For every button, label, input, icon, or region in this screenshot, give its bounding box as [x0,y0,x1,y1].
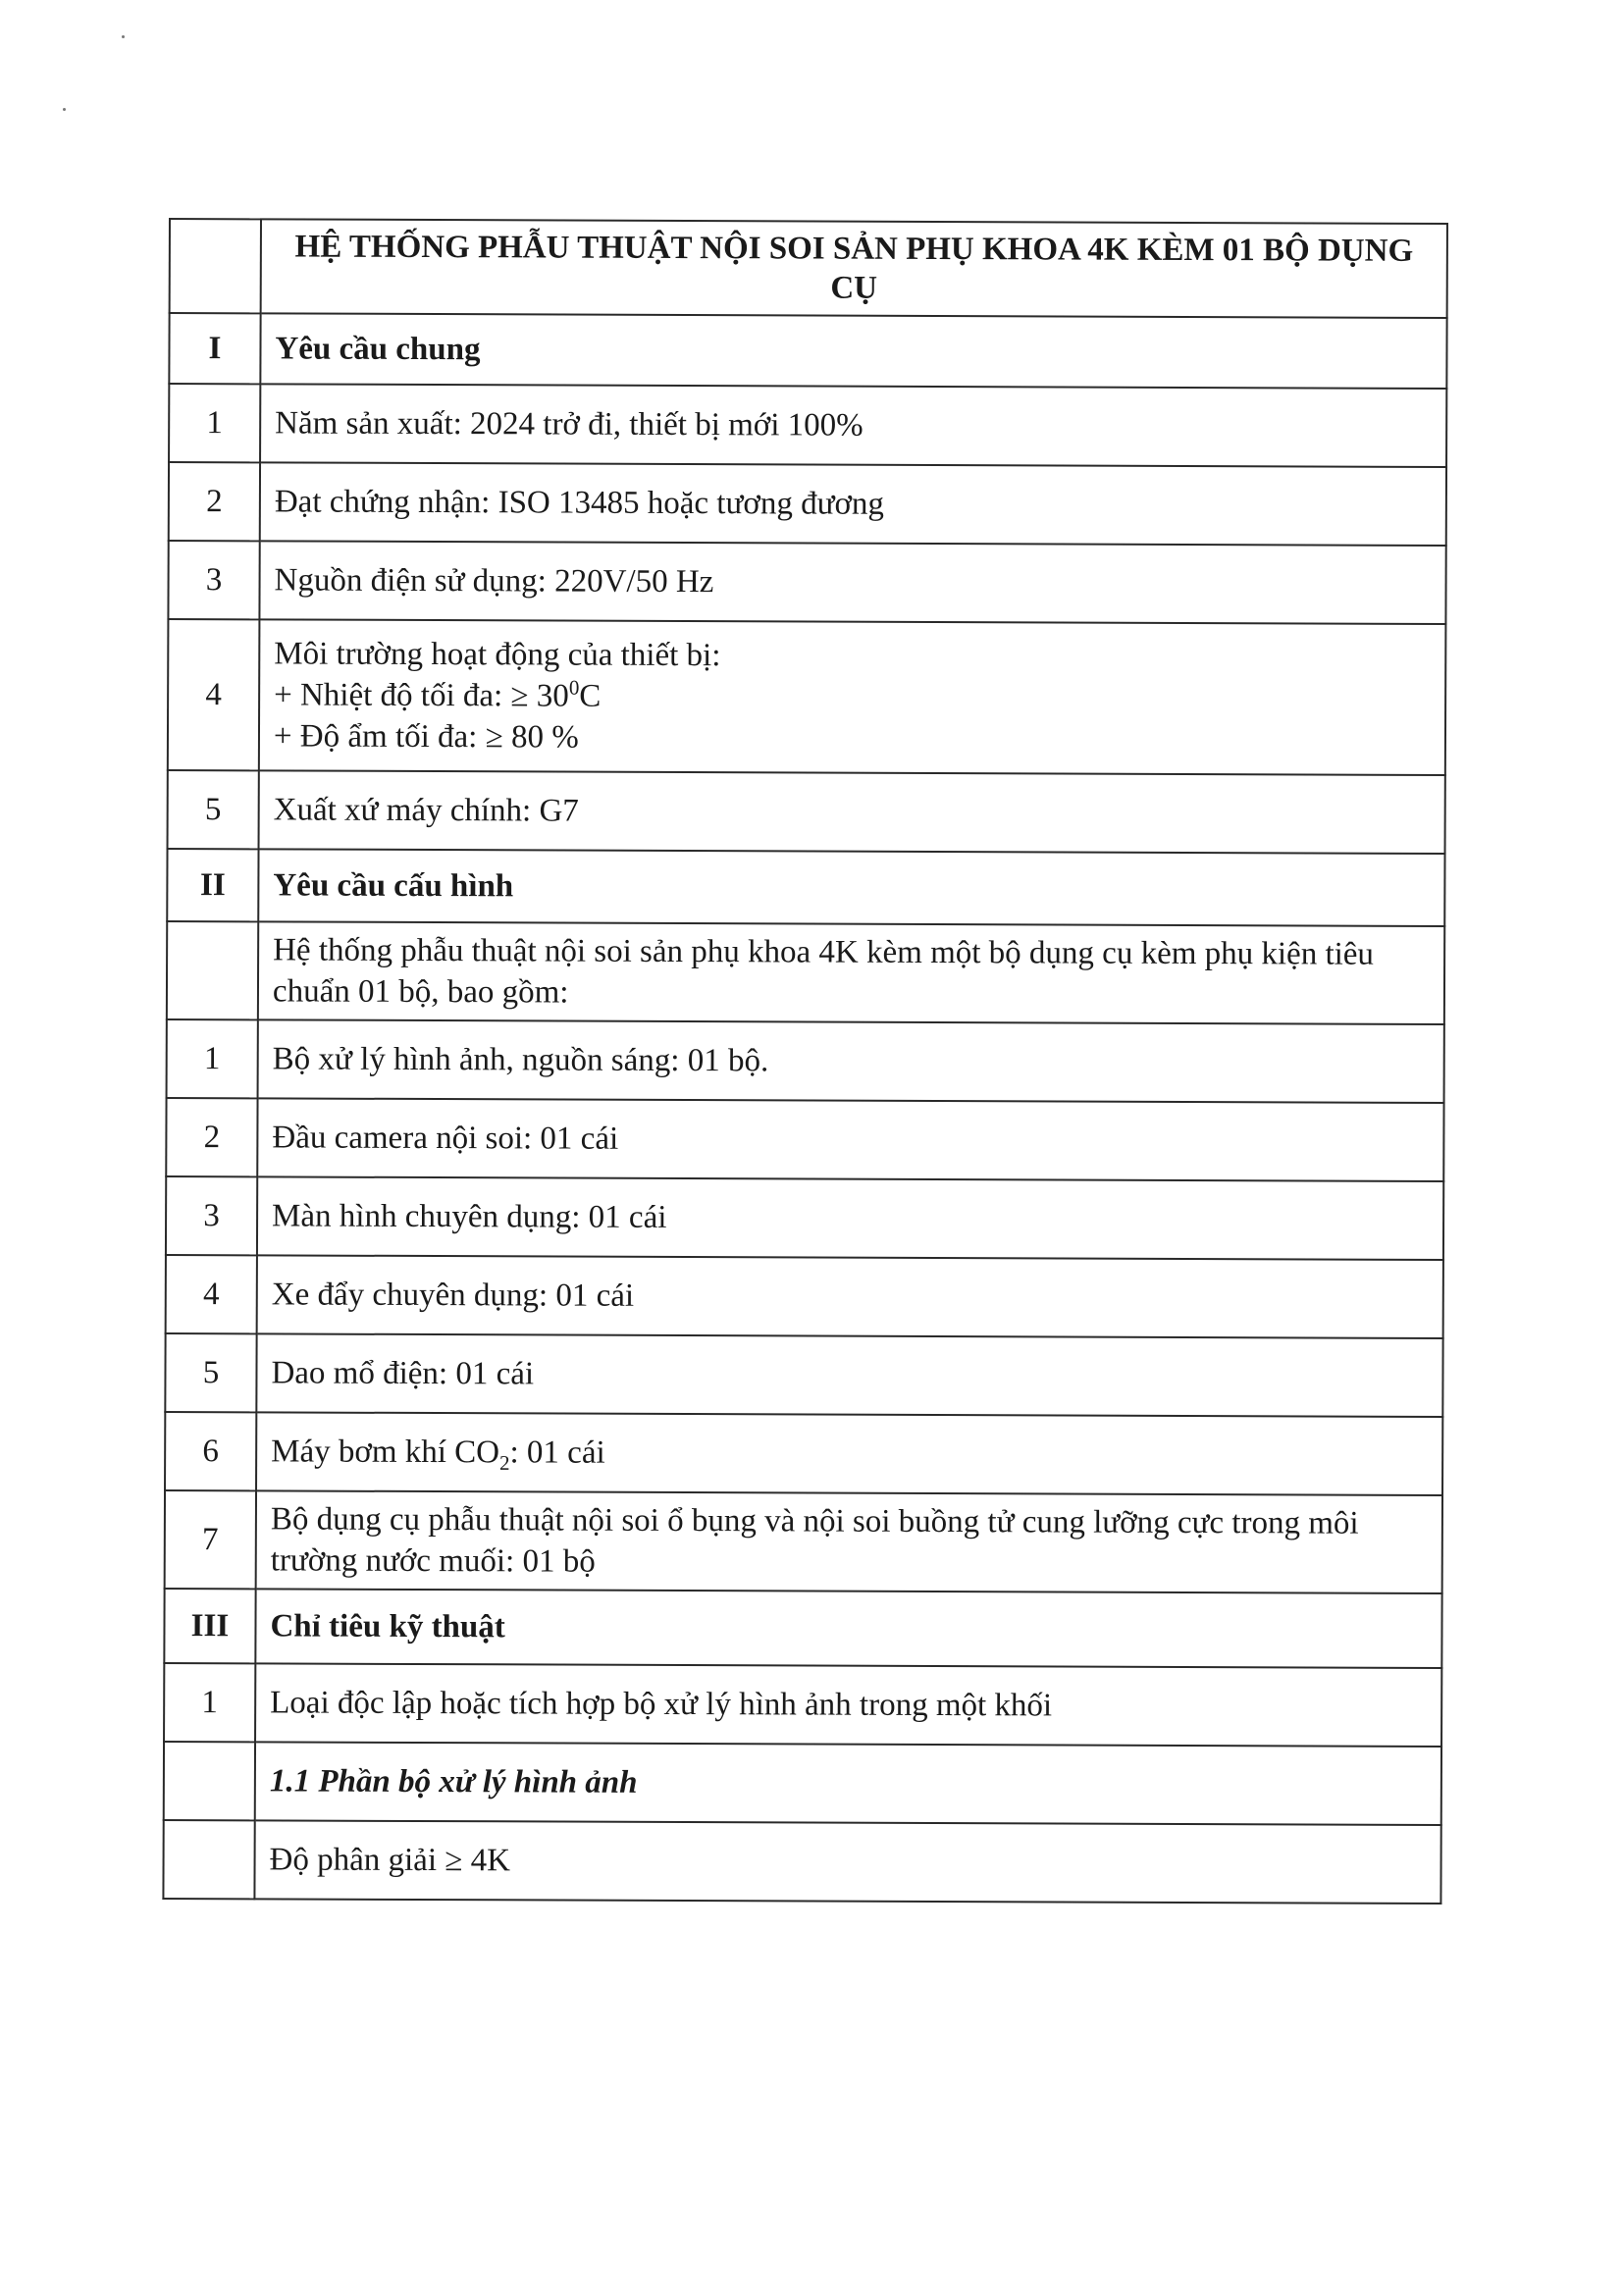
section-row [167,849,1444,926]
item-number [164,1742,255,1820]
table-title: HỆ THỐNG PHẪU THUẬT NỘI SOI SẢN PHỤ KHOA 4K KÈM 01 BỘ DỤNG CỤ [261,219,1447,318]
item-text [259,619,1446,775]
section-heading: Yêu cầu cấu hình [258,849,1444,926]
item-number: 1 [164,1663,255,1742]
section-row [169,313,1446,389]
item-number: 1 [169,384,260,462]
section-number: III [164,1589,255,1663]
item-text: Loại độc lập hoặc tích hợp bộ xử lý hình ảnh trong một khối [255,1663,1441,1747]
table-row [166,1098,1443,1181]
item-text: Xe đẩy chuyên dụng: 01 cái [257,1255,1443,1338]
item-text [256,1412,1442,1495]
section-intro: Hệ thống phẫu thuật nội soi sản phụ khoa 4K kèm một bộ dụng cụ kèm phụ kiện tiêu chuẩn 01 bộ, bao gồm: [258,921,1444,1024]
item-text: Độ phân giải ≥ 4K [254,1820,1440,1904]
scan-speck [122,35,125,38]
item-number: 5 [168,770,259,849]
item-number: 6 [165,1412,256,1490]
section-row [164,1589,1441,1668]
temperature-line [274,674,1431,720]
title-number-cell [170,219,261,313]
item-number: 1 [167,1019,258,1098]
table-row [167,921,1444,1024]
item-text: Bộ dụng cụ phẫu thuật nội soi ổ bụng và nội soi buồng tử cung lưỡng cực trong môi trường nước muối: 01 bộ [256,1490,1442,1593]
item-text: Dao mổ điện: 01 cái [256,1333,1442,1417]
section-heading: Yêu cầu chung [260,313,1446,389]
item-number: 2 [169,462,260,541]
co2-quantity: : 01 cái [509,1435,605,1471]
temperature-text: + Nhiệt độ tối đa: ≥ 30 [274,677,569,714]
item-number: 3 [166,1176,257,1255]
table-row [169,462,1446,546]
table-row [165,1333,1442,1417]
table-row [168,619,1446,775]
temperature-unit: C [579,678,602,714]
degree-superscript: 0 [568,675,580,700]
item-number: 4 [166,1255,257,1333]
item-number: 4 [168,619,260,770]
table-row [167,1019,1444,1103]
item-text: Năm sản xuất: 2024 trở đi, thiết bị mới 100% [260,384,1446,467]
item-number [163,1820,254,1899]
item-number: 3 [168,541,259,619]
specification-table [162,218,1448,1905]
section-number: I [169,313,260,384]
item-number: 5 [165,1333,256,1412]
item-text: Bộ xử lý hình ảnh, nguồn sáng: 01 bộ. [258,1019,1444,1103]
item-text: Đầu camera nội soi: 01 cái [257,1098,1443,1181]
table-row [164,1742,1441,1825]
item-text: Đạt chứng nhận: ISO 13485 hoặc tương đương [260,462,1446,546]
environment-line: Môi trường hoạt động của thiết bị: [274,636,721,674]
humidity-line: + Độ ẩm tối đa: ≥ 80 % [273,718,579,756]
co2-subscript: 2 [498,1450,510,1475]
table-row [164,1663,1441,1747]
table-title-row [170,219,1447,318]
item-text: Nguồn điện sử dụng: 220V/50 Hz [259,541,1445,624]
table-row [166,1176,1443,1260]
table-row [168,770,1445,854]
table-row [165,1490,1442,1593]
item-number: 7 [165,1490,256,1589]
section-heading: Chỉ tiêu kỹ thuật [255,1589,1441,1668]
item-number: 2 [166,1098,257,1176]
section-number: II [167,849,258,921]
table-row [166,1255,1443,1338]
subsection-heading: 1.1 Phần bộ xử lý hình ảnh [255,1742,1441,1825]
item-text: Xuất xứ máy chính: G7 [259,770,1445,854]
table-row [165,1412,1442,1495]
item-text: Màn hình chuyên dụng: 01 cái [257,1176,1443,1260]
scan-speck [63,108,66,111]
table-row [169,384,1446,467]
item-number [167,921,258,1019]
table-row [163,1820,1440,1904]
co2-text: Máy bơm khí CO [271,1434,500,1471]
table-row [168,541,1445,624]
